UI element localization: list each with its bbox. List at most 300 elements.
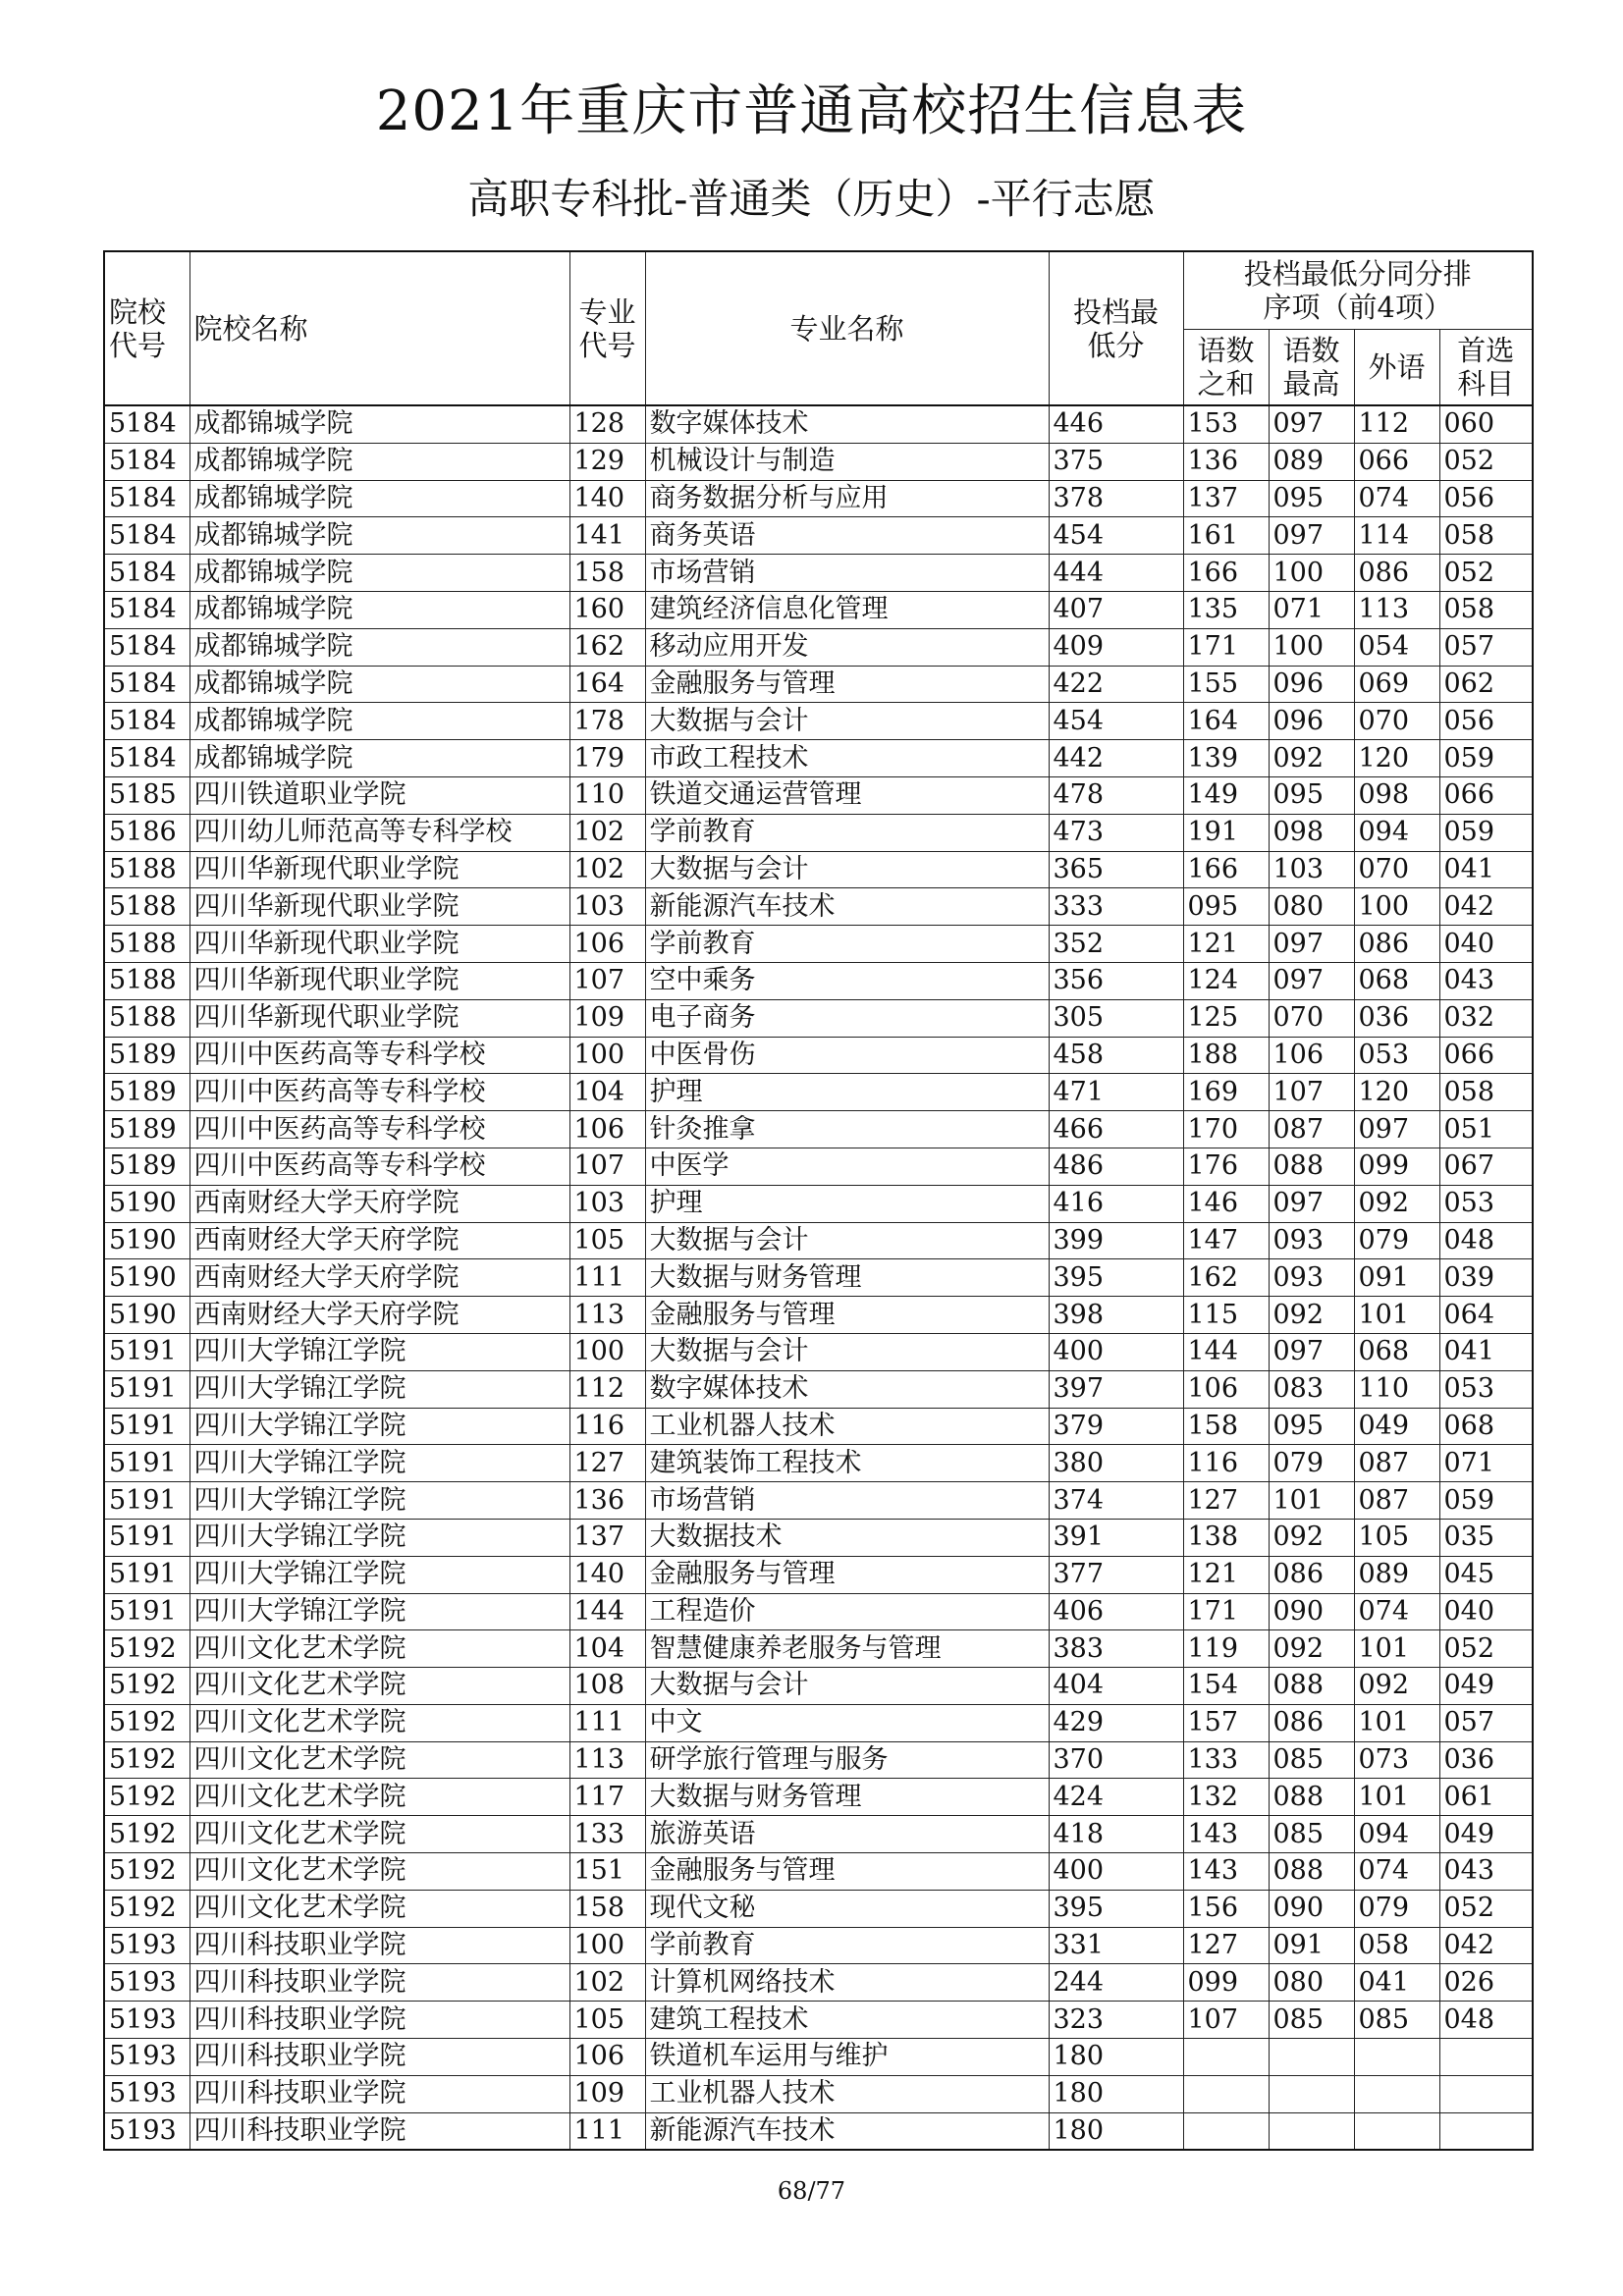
cell-chinese-math-sum: 125 bbox=[1183, 999, 1269, 1037]
cell-chinese-math-max: 097 bbox=[1269, 962, 1354, 999]
cell-major-name: 新能源汽车技术 bbox=[645, 888, 1049, 926]
cell-chinese-math-max: 097 bbox=[1269, 517, 1354, 555]
cell-school-name: 四川文化艺术学院 bbox=[189, 1816, 569, 1853]
cell-major-name: 学前教育 bbox=[645, 814, 1049, 851]
cell-min-score: 400 bbox=[1049, 1333, 1183, 1370]
cell-chinese-math-max: 096 bbox=[1269, 666, 1354, 703]
cell-foreign-lang: 041 bbox=[1354, 1964, 1439, 2002]
cell-school-code: 5192 bbox=[104, 1668, 189, 1705]
cell-school-name: 四川华新现代职业学院 bbox=[189, 926, 569, 963]
cell-school-name: 四川大学锦江学院 bbox=[189, 1333, 569, 1370]
cell-school-name: 四川文化艺术学院 bbox=[189, 1668, 569, 1705]
cell-first-subject: 058 bbox=[1439, 517, 1533, 555]
cell-first-subject: 060 bbox=[1439, 405, 1533, 443]
cell-foreign-lang bbox=[1354, 2039, 1439, 2076]
cell-first-subject bbox=[1439, 2075, 1533, 2112]
cell-major-code: 109 bbox=[569, 2075, 645, 2112]
cell-first-subject: 066 bbox=[1439, 776, 1533, 814]
cell-min-score: 442 bbox=[1049, 740, 1183, 777]
cell-foreign-lang: 089 bbox=[1354, 1556, 1439, 1593]
cell-chinese-math-max: 106 bbox=[1269, 1037, 1354, 1074]
table-row bbox=[104, 2002, 1533, 2039]
cell-school-code: 5193 bbox=[104, 2002, 189, 2039]
cell-chinese-math-max: 086 bbox=[1269, 1556, 1354, 1593]
cell-school-name: 西南财经大学天府学院 bbox=[189, 1297, 569, 1334]
cell-min-score: 429 bbox=[1049, 1704, 1183, 1741]
cell-chinese-math-max: 087 bbox=[1269, 1111, 1354, 1148]
cell-major-code: 136 bbox=[569, 1482, 645, 1520]
cell-first-subject: 056 bbox=[1439, 703, 1533, 740]
cell-major-name: 金融服务与管理 bbox=[645, 1556, 1049, 1593]
cell-chinese-math-max: 093 bbox=[1269, 1259, 1354, 1297]
cell-first-subject: 040 bbox=[1439, 926, 1533, 963]
cell-first-subject: 048 bbox=[1439, 2002, 1533, 2039]
cell-major-code: 158 bbox=[569, 1890, 645, 1927]
table-row bbox=[104, 1111, 1533, 1148]
cell-major-code: 102 bbox=[569, 851, 645, 888]
table-body bbox=[104, 405, 1533, 2150]
cell-major-code: 108 bbox=[569, 1668, 645, 1705]
cell-major-code: 110 bbox=[569, 776, 645, 814]
cell-school-code: 5189 bbox=[104, 1074, 189, 1111]
cell-school-code: 5193 bbox=[104, 2075, 189, 2112]
cell-major-name: 新能源汽车技术 bbox=[645, 2112, 1049, 2150]
cell-foreign-lang: 036 bbox=[1354, 999, 1439, 1037]
cell-major-code: 102 bbox=[569, 1964, 645, 2002]
cell-min-score: 400 bbox=[1049, 1853, 1183, 1891]
cell-major-code: 137 bbox=[569, 1519, 645, 1556]
cell-chinese-math-max: 093 bbox=[1269, 1222, 1354, 1259]
cell-min-score: 374 bbox=[1049, 1482, 1183, 1520]
cell-major-name: 建筑工程技术 bbox=[645, 2002, 1049, 2039]
table-row bbox=[104, 1519, 1533, 1556]
cell-school-name: 四川中医药高等专科学校 bbox=[189, 1074, 569, 1111]
page-subtitle: 高职专科批-普通类（历史）-平行志愿 bbox=[467, 175, 1156, 223]
cell-school-name: 四川大学锦江学院 bbox=[189, 1593, 569, 1630]
cell-min-score: 466 bbox=[1049, 1111, 1183, 1148]
cell-min-score: 383 bbox=[1049, 1630, 1183, 1668]
table-row bbox=[104, 555, 1533, 592]
cell-major-code: 104 bbox=[569, 1630, 645, 1668]
cell-major-name: 智慧健康养老服务与管理 bbox=[645, 1630, 1049, 1668]
cell-chinese-math-sum: 169 bbox=[1183, 1074, 1269, 1111]
cell-chinese-math-sum: 153 bbox=[1183, 405, 1269, 443]
cell-chinese-math-max: 092 bbox=[1269, 1630, 1354, 1668]
cell-chinese-math-max: 085 bbox=[1269, 2002, 1354, 2039]
cell-major-code: 158 bbox=[569, 555, 645, 592]
cell-major-name: 工程造价 bbox=[645, 1593, 1049, 1630]
cell-first-subject: 035 bbox=[1439, 1519, 1533, 1556]
page-title: 2021年重庆市普通高校招生信息表 bbox=[375, 80, 1248, 143]
table-row bbox=[104, 926, 1533, 963]
table-header bbox=[104, 251, 1533, 405]
cell-major-name: 大数据与会计 bbox=[645, 1222, 1049, 1259]
cell-school-code: 5192 bbox=[104, 1779, 189, 1816]
cell-chinese-math-max: 090 bbox=[1269, 1593, 1354, 1630]
cell-chinese-math-max: 086 bbox=[1269, 1704, 1354, 1741]
cell-foreign-lang: 070 bbox=[1354, 851, 1439, 888]
cell-first-subject: 052 bbox=[1439, 1890, 1533, 1927]
header-school-name: 院校名称 bbox=[189, 251, 569, 405]
cell-foreign-lang: 113 bbox=[1354, 591, 1439, 628]
cell-chinese-math-max: 080 bbox=[1269, 1964, 1354, 2002]
cell-school-name: 四川华新现代职业学院 bbox=[189, 888, 569, 926]
cell-school-name: 四川科技职业学院 bbox=[189, 2002, 569, 2039]
cell-foreign-lang: 120 bbox=[1354, 1074, 1439, 1111]
cell-foreign-lang: 101 bbox=[1354, 1297, 1439, 1334]
cell-major-code: 179 bbox=[569, 740, 645, 777]
cell-first-subject: 049 bbox=[1439, 1816, 1533, 1853]
cell-chinese-math-sum: 176 bbox=[1183, 1148, 1269, 1185]
table-row bbox=[104, 628, 1533, 666]
cell-min-score: 397 bbox=[1049, 1370, 1183, 1408]
header-tiebreak-group: 投档最低分同分排序项（前4项） bbox=[1183, 251, 1533, 330]
cell-school-code: 5189 bbox=[104, 1148, 189, 1185]
cell-school-name: 西南财经大学天府学院 bbox=[189, 1259, 569, 1297]
cell-school-code: 5193 bbox=[104, 2039, 189, 2076]
cell-first-subject: 045 bbox=[1439, 1556, 1533, 1593]
cell-chinese-math-sum: 188 bbox=[1183, 1037, 1269, 1074]
cell-min-score: 446 bbox=[1049, 405, 1183, 443]
cell-min-score: 398 bbox=[1049, 1297, 1183, 1334]
cell-school-name: 成都锦城学院 bbox=[189, 740, 569, 777]
cell-school-code: 5191 bbox=[104, 1445, 189, 1482]
cell-school-name: 四川文化艺术学院 bbox=[189, 1704, 569, 1741]
cell-major-code: 127 bbox=[569, 1445, 645, 1482]
cell-chinese-math-max: 095 bbox=[1269, 480, 1354, 517]
cell-school-name: 四川文化艺术学院 bbox=[189, 1630, 569, 1668]
cell-foreign-lang: 053 bbox=[1354, 1037, 1439, 1074]
cell-first-subject: 058 bbox=[1439, 1074, 1533, 1111]
cell-school-name: 四川文化艺术学院 bbox=[189, 1890, 569, 1927]
cell-major-name: 金融服务与管理 bbox=[645, 1297, 1049, 1334]
table-row bbox=[104, 1816, 1533, 1853]
cell-school-name: 四川铁道职业学院 bbox=[189, 776, 569, 814]
cell-school-code: 5186 bbox=[104, 814, 189, 851]
cell-chinese-math-sum: 119 bbox=[1183, 1630, 1269, 1668]
cell-school-code: 5188 bbox=[104, 851, 189, 888]
cell-school-code: 5191 bbox=[104, 1370, 189, 1408]
cell-major-name: 铁道机车运用与维护 bbox=[645, 2039, 1049, 2076]
cell-chinese-math-max: 097 bbox=[1269, 1333, 1354, 1370]
cell-school-name: 四川大学锦江学院 bbox=[189, 1445, 569, 1482]
admission-table bbox=[103, 250, 1534, 2151]
cell-chinese-math-sum: 121 bbox=[1183, 1556, 1269, 1593]
cell-foreign-lang: 097 bbox=[1354, 1111, 1439, 1148]
table-row bbox=[104, 962, 1533, 999]
cell-chinese-math-max: 098 bbox=[1269, 814, 1354, 851]
cell-chinese-math-max: 088 bbox=[1269, 1148, 1354, 1185]
cell-chinese-math-sum: 166 bbox=[1183, 555, 1269, 592]
cell-major-code: 178 bbox=[569, 703, 645, 740]
table-row bbox=[104, 1408, 1533, 1445]
cell-school-code: 5189 bbox=[104, 1111, 189, 1148]
cell-chinese-math-max: 085 bbox=[1269, 1741, 1354, 1779]
cell-foreign-lang: 101 bbox=[1354, 1704, 1439, 1741]
cell-first-subject: 051 bbox=[1439, 1111, 1533, 1148]
cell-major-name: 中文 bbox=[645, 1704, 1049, 1741]
cell-foreign-lang: 110 bbox=[1354, 1370, 1439, 1408]
cell-major-code: 129 bbox=[569, 443, 645, 480]
cell-chinese-math-sum: 143 bbox=[1183, 1816, 1269, 1853]
cell-major-code: 144 bbox=[569, 1593, 645, 1630]
cell-school-name: 四川文化艺术学院 bbox=[189, 1741, 569, 1779]
cell-chinese-math-sum: 115 bbox=[1183, 1297, 1269, 1334]
cell-foreign-lang bbox=[1354, 2075, 1439, 2112]
table-row bbox=[104, 1853, 1533, 1891]
cell-school-code: 5188 bbox=[104, 888, 189, 926]
cell-chinese-math-sum: 137 bbox=[1183, 480, 1269, 517]
cell-major-code: 111 bbox=[569, 1259, 645, 1297]
cell-foreign-lang: 068 bbox=[1354, 1333, 1439, 1370]
table-row bbox=[104, 776, 1533, 814]
cell-chinese-math-max: 097 bbox=[1269, 926, 1354, 963]
cell-major-name: 大数据与会计 bbox=[645, 1668, 1049, 1705]
cell-chinese-math-sum: 095 bbox=[1183, 888, 1269, 926]
cell-school-name: 四川中医药高等专科学校 bbox=[189, 1148, 569, 1185]
table-row bbox=[104, 1890, 1533, 1927]
cell-first-subject: 068 bbox=[1439, 1408, 1533, 1445]
cell-chinese-math-sum: 132 bbox=[1183, 1779, 1269, 1816]
cell-min-score: 356 bbox=[1049, 962, 1183, 999]
cell-chinese-math-max: 100 bbox=[1269, 628, 1354, 666]
cell-chinese-math-sum: 171 bbox=[1183, 628, 1269, 666]
cell-school-name: 四川大学锦江学院 bbox=[189, 1408, 569, 1445]
cell-major-code: 100 bbox=[569, 1037, 645, 1074]
cell-chinese-math-max: 088 bbox=[1269, 1853, 1354, 1891]
cell-chinese-math-sum: 143 bbox=[1183, 1853, 1269, 1891]
cell-school-code: 5193 bbox=[104, 1964, 189, 2002]
cell-min-score: 418 bbox=[1049, 1816, 1183, 1853]
table-row bbox=[104, 1222, 1533, 1259]
cell-chinese-math-max: 089 bbox=[1269, 443, 1354, 480]
cell-chinese-math-max: 092 bbox=[1269, 740, 1354, 777]
cell-min-score: 406 bbox=[1049, 1593, 1183, 1630]
cell-school-name: 西南财经大学天府学院 bbox=[189, 1222, 569, 1259]
cell-major-name: 护理 bbox=[645, 1185, 1049, 1222]
cell-chinese-math-max: 097 bbox=[1269, 1185, 1354, 1222]
cell-major-code: 100 bbox=[569, 1333, 645, 1370]
table-row bbox=[104, 517, 1533, 555]
cell-foreign-lang: 099 bbox=[1354, 1148, 1439, 1185]
cell-school-code: 5192 bbox=[104, 1890, 189, 1927]
cell-major-name: 大数据与会计 bbox=[645, 1333, 1049, 1370]
table-row bbox=[104, 2112, 1533, 2150]
cell-min-score: 458 bbox=[1049, 1037, 1183, 1074]
cell-first-subject: 052 bbox=[1439, 443, 1533, 480]
cell-first-subject: 059 bbox=[1439, 740, 1533, 777]
cell-first-subject: 052 bbox=[1439, 1630, 1533, 1668]
cell-school-name: 四川科技职业学院 bbox=[189, 1927, 569, 1964]
cell-school-code: 5190 bbox=[104, 1222, 189, 1259]
cell-major-code: 105 bbox=[569, 2002, 645, 2039]
header-foreign-lang: 外语 bbox=[1354, 330, 1439, 406]
cell-chinese-math-max bbox=[1269, 2112, 1354, 2150]
cell-first-subject: 041 bbox=[1439, 851, 1533, 888]
cell-school-name: 四川大学锦江学院 bbox=[189, 1370, 569, 1408]
cell-major-name: 护理 bbox=[645, 1074, 1049, 1111]
cell-first-subject: 041 bbox=[1439, 1333, 1533, 1370]
cell-school-name: 成都锦城学院 bbox=[189, 666, 569, 703]
cell-school-code: 5192 bbox=[104, 1816, 189, 1853]
cell-min-score: 180 bbox=[1049, 2039, 1183, 2076]
table-row bbox=[104, 1482, 1533, 1520]
cell-first-subject: 049 bbox=[1439, 1668, 1533, 1705]
cell-chinese-math-sum: 124 bbox=[1183, 962, 1269, 999]
cell-major-code: 107 bbox=[569, 962, 645, 999]
cell-chinese-math-max: 088 bbox=[1269, 1779, 1354, 1816]
cell-school-code: 5191 bbox=[104, 1408, 189, 1445]
cell-school-name: 成都锦城学院 bbox=[189, 591, 569, 628]
cell-chinese-math-max: 095 bbox=[1269, 1408, 1354, 1445]
table-row bbox=[104, 1185, 1533, 1222]
cell-chinese-math-sum: 158 bbox=[1183, 1408, 1269, 1445]
cell-school-code: 5192 bbox=[104, 1853, 189, 1891]
table-row bbox=[104, 666, 1533, 703]
cell-foreign-lang: 068 bbox=[1354, 962, 1439, 999]
cell-min-score: 454 bbox=[1049, 703, 1183, 740]
table-row bbox=[104, 1333, 1533, 1370]
table-row bbox=[104, 1445, 1533, 1482]
cell-foreign-lang: 087 bbox=[1354, 1445, 1439, 1482]
cell-chinese-math-sum: 170 bbox=[1183, 1111, 1269, 1148]
cell-school-name: 成都锦城学院 bbox=[189, 703, 569, 740]
cell-min-score: 395 bbox=[1049, 1259, 1183, 1297]
cell-chinese-math-max: 107 bbox=[1269, 1074, 1354, 1111]
table-row bbox=[104, 591, 1533, 628]
cell-major-code: 113 bbox=[569, 1297, 645, 1334]
cell-major-code: 104 bbox=[569, 1074, 645, 1111]
cell-foreign-lang: 074 bbox=[1354, 480, 1439, 517]
cell-major-code: 106 bbox=[569, 926, 645, 963]
cell-major-code: 103 bbox=[569, 1185, 645, 1222]
cell-min-score: 180 bbox=[1049, 2075, 1183, 2112]
cell-chinese-math-sum: 191 bbox=[1183, 814, 1269, 851]
cell-school-code: 5193 bbox=[104, 1927, 189, 1964]
cell-foreign-lang: 086 bbox=[1354, 926, 1439, 963]
table-row bbox=[104, 1741, 1533, 1779]
cell-chinese-math-sum: 166 bbox=[1183, 851, 1269, 888]
table-row bbox=[104, 888, 1533, 926]
cell-major-code: 106 bbox=[569, 2039, 645, 2076]
cell-school-name: 成都锦城学院 bbox=[189, 480, 569, 517]
cell-first-subject: 059 bbox=[1439, 1482, 1533, 1520]
cell-foreign-lang: 112 bbox=[1354, 405, 1439, 443]
cell-min-score: 375 bbox=[1049, 443, 1183, 480]
cell-min-score: 379 bbox=[1049, 1408, 1183, 1445]
cell-school-code: 5188 bbox=[104, 999, 189, 1037]
cell-school-code: 5184 bbox=[104, 703, 189, 740]
cell-major-code: 140 bbox=[569, 480, 645, 517]
cell-first-subject: 040 bbox=[1439, 1593, 1533, 1630]
cell-major-name: 现代文秘 bbox=[645, 1890, 1049, 1927]
cell-major-code: 116 bbox=[569, 1408, 645, 1445]
cell-first-subject: 043 bbox=[1439, 962, 1533, 999]
cell-school-name: 四川华新现代职业学院 bbox=[189, 962, 569, 999]
cell-foreign-lang: 087 bbox=[1354, 1482, 1439, 1520]
cell-school-code: 5192 bbox=[104, 1741, 189, 1779]
cell-school-code: 5190 bbox=[104, 1297, 189, 1334]
cell-major-code: 106 bbox=[569, 1111, 645, 1148]
cell-min-score: 370 bbox=[1049, 1741, 1183, 1779]
cell-chinese-math-sum bbox=[1183, 2112, 1269, 2150]
cell-first-subject: 026 bbox=[1439, 1964, 1533, 2002]
cell-chinese-math-sum: 138 bbox=[1183, 1519, 1269, 1556]
cell-foreign-lang: 054 bbox=[1354, 628, 1439, 666]
cell-school-code: 5191 bbox=[104, 1556, 189, 1593]
cell-school-code: 5191 bbox=[104, 1519, 189, 1556]
cell-major-code: 107 bbox=[569, 1148, 645, 1185]
table-row bbox=[104, 1593, 1533, 1630]
cell-major-name: 市政工程技术 bbox=[645, 740, 1049, 777]
cell-chinese-math-sum: 154 bbox=[1183, 1668, 1269, 1705]
cell-chinese-math-sum: 139 bbox=[1183, 740, 1269, 777]
cell-school-code: 5192 bbox=[104, 1630, 189, 1668]
cell-school-code: 5184 bbox=[104, 555, 189, 592]
cell-major-name: 中医学 bbox=[645, 1148, 1049, 1185]
cell-first-subject: 032 bbox=[1439, 999, 1533, 1037]
cell-school-code: 5190 bbox=[104, 1185, 189, 1222]
cell-major-name: 大数据与会计 bbox=[645, 851, 1049, 888]
cell-chinese-math-max: 092 bbox=[1269, 1297, 1354, 1334]
cell-first-subject: 066 bbox=[1439, 1037, 1533, 1074]
cell-chinese-math-sum: 133 bbox=[1183, 1741, 1269, 1779]
cell-school-code: 5191 bbox=[104, 1333, 189, 1370]
header-major-name: 专业名称 bbox=[645, 251, 1049, 405]
cell-foreign-lang: 120 bbox=[1354, 740, 1439, 777]
cell-first-subject: 064 bbox=[1439, 1297, 1533, 1334]
cell-chinese-math-max: 080 bbox=[1269, 888, 1354, 926]
header-chinese-math-max: 语数最高 bbox=[1269, 330, 1354, 406]
cell-min-score: 471 bbox=[1049, 1074, 1183, 1111]
cell-major-code: 140 bbox=[569, 1556, 645, 1593]
cell-min-score: 424 bbox=[1049, 1779, 1183, 1816]
cell-chinese-math-max: 071 bbox=[1269, 591, 1354, 628]
cell-school-code: 5184 bbox=[104, 628, 189, 666]
cell-min-score: 422 bbox=[1049, 666, 1183, 703]
cell-chinese-math-sum: 149 bbox=[1183, 776, 1269, 814]
cell-major-name: 计算机网络技术 bbox=[645, 1964, 1049, 2002]
cell-major-name: 学前教育 bbox=[645, 926, 1049, 963]
cell-major-name: 工业机器人技术 bbox=[645, 2075, 1049, 2112]
header-min-score: 投档最低分 bbox=[1049, 251, 1183, 405]
cell-first-subject: 036 bbox=[1439, 1741, 1533, 1779]
cell-major-name: 数字媒体技术 bbox=[645, 1370, 1049, 1408]
cell-foreign-lang: 058 bbox=[1354, 1927, 1439, 1964]
cell-school-code: 5188 bbox=[104, 962, 189, 999]
cell-chinese-math-sum: 147 bbox=[1183, 1222, 1269, 1259]
header-first-subject: 首选科目 bbox=[1439, 330, 1533, 406]
cell-min-score: 478 bbox=[1049, 776, 1183, 814]
cell-school-name: 成都锦城学院 bbox=[189, 628, 569, 666]
cell-chinese-math-max bbox=[1269, 2075, 1354, 2112]
cell-foreign-lang: 101 bbox=[1354, 1779, 1439, 1816]
table-row bbox=[104, 1370, 1533, 1408]
table-row bbox=[104, 1148, 1533, 1185]
cell-school-code: 5184 bbox=[104, 480, 189, 517]
cell-foreign-lang: 085 bbox=[1354, 2002, 1439, 2039]
table-row bbox=[104, 1964, 1533, 2002]
cell-school-name: 四川科技职业学院 bbox=[189, 2112, 569, 2150]
cell-major-code: 109 bbox=[569, 999, 645, 1037]
cell-min-score: 331 bbox=[1049, 1927, 1183, 1964]
cell-min-score: 391 bbox=[1049, 1519, 1183, 1556]
table-row bbox=[104, 1556, 1533, 1593]
cell-min-score: 305 bbox=[1049, 999, 1183, 1037]
cell-school-name: 四川大学锦江学院 bbox=[189, 1556, 569, 1593]
cell-school-name: 四川大学锦江学院 bbox=[189, 1519, 569, 1556]
cell-foreign-lang bbox=[1354, 2112, 1439, 2150]
